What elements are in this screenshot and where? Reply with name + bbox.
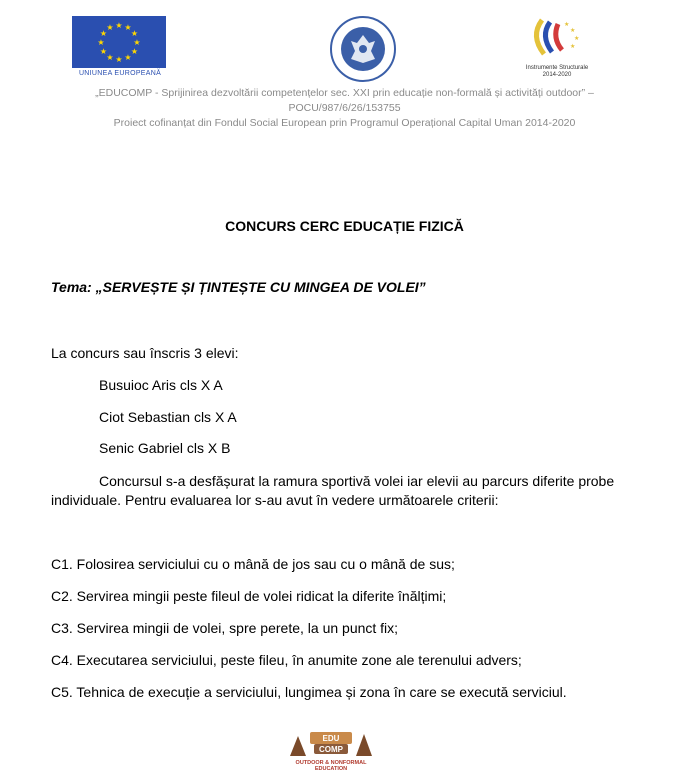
educomp-logo xyxy=(284,726,378,772)
document-title: CONCURS CERC EDUCAȚIE FIZICĂ xyxy=(225,218,464,234)
eu-logo xyxy=(72,16,168,77)
svg-text:★: ★ xyxy=(124,23,132,32)
criterion-item: C2. Servirea mingii peste fileul de volei ridicat la diferite înălțimi; xyxy=(51,588,447,604)
svg-text:★: ★ xyxy=(130,47,139,56)
student-item: Ciot Sebastian cls X A xyxy=(99,409,237,425)
educomp-caption: OUTDOOR & NONFORMAL xyxy=(295,760,367,766)
criterion-item: C4. Executarea serviciului, peste fileu, în anumite zone ale terenului advers; xyxy=(51,652,522,668)
svg-text:★: ★ xyxy=(115,21,123,30)
criterion-item: C3. Servirea mingii de volei, spre perete, la un punct fix; xyxy=(51,620,399,636)
structural-instruments-logo xyxy=(512,14,602,79)
svg-text:★: ★ xyxy=(99,47,108,56)
svg-text:★: ★ xyxy=(574,35,580,42)
eu-logo-caption: UNIUNEA EUROPEANĂ xyxy=(78,70,162,77)
svg-text:★: ★ xyxy=(106,53,114,62)
svg-text:★: ★ xyxy=(133,38,141,47)
eu-flag-icon xyxy=(72,16,166,68)
romanian-government-logo xyxy=(329,15,397,83)
educomp-caption: EDUCATION xyxy=(314,766,348,772)
svg-text:★: ★ xyxy=(99,29,108,38)
student-item: Senic Gabriel cls X B xyxy=(99,440,231,456)
student-item: Busuioc Aris cls X A xyxy=(99,377,223,393)
project-code-line: POCU/987/6/26/153755 xyxy=(288,102,401,114)
svg-text:★: ★ xyxy=(97,38,105,47)
educomp-logo-word: COMP xyxy=(319,745,343,754)
project-funding-line: Proiect cofinanțat din Fondul Social European prin Programul Operațional Capital Uman 2014-2020 xyxy=(113,117,576,129)
svg-text:★: ★ xyxy=(130,29,139,38)
project-title-line: „EDUCOMP - Sprijinirea dezvoltării competențelor sec. XXI prin educație non-formală și activități outdoor” – xyxy=(95,87,594,99)
document-theme: Tema: „SERVEȘTE ȘI ȚINTEȘTE CU MINGEA DE VOLEI” xyxy=(51,279,426,295)
educomp-logo-word: EDU xyxy=(322,734,340,743)
structural-instruments-caption: Instrumente Structurale xyxy=(525,65,589,71)
svg-text:★: ★ xyxy=(564,21,570,28)
structural-instruments-years: 2014-2020 xyxy=(542,72,572,78)
svg-text:★: ★ xyxy=(570,43,576,50)
svg-text:★: ★ xyxy=(570,27,576,34)
svg-text:★: ★ xyxy=(106,23,114,32)
criterion-item: C1. Folosirea serviciului cu o mână de jos sau cu o mână de sus; xyxy=(51,556,455,572)
intro-text: La concurs sau înscris 3 elevi: xyxy=(51,345,239,361)
criterion-item: C5. Tehnica de execuție a serviciului, lungimea și zona în care se execută serviciul. xyxy=(51,684,567,700)
svg-text:★: ★ xyxy=(115,55,123,64)
competition-paragraph: Concursul s-a desfășurat la ramura sportivă volei iar elevii au parcurs diferite probe individuale. Pentru evaluarea lor s-au avut în vedere următoarele criterii: xyxy=(51,473,615,508)
svg-text:★: ★ xyxy=(124,53,132,62)
